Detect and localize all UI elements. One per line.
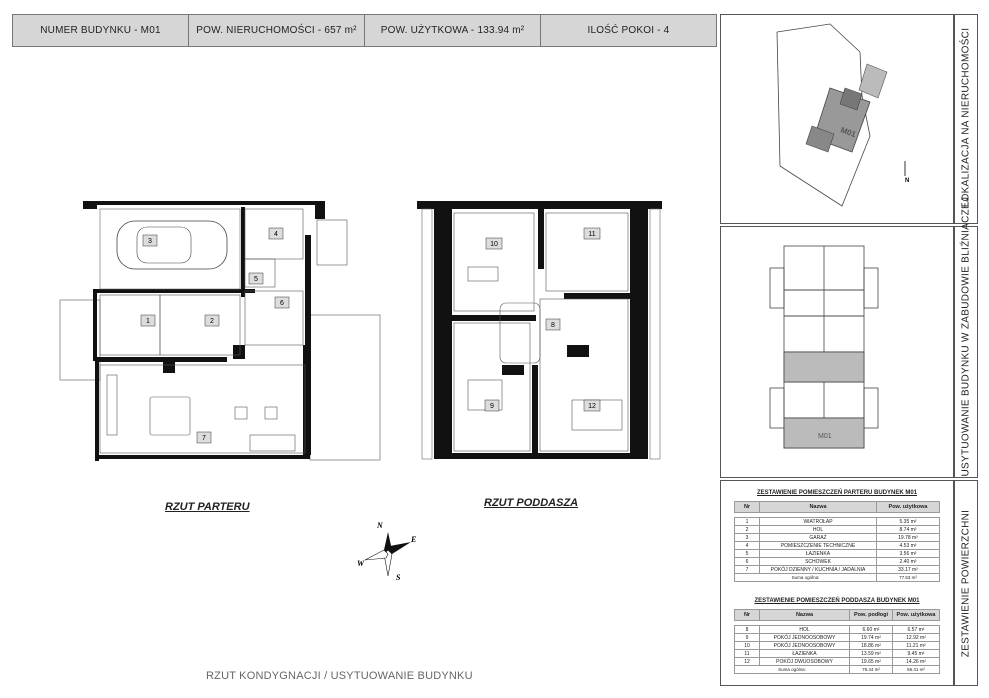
attic-room-8: 8: [551, 322, 555, 329]
ground-sum-value: 77.53 m²: [877, 574, 940, 582]
table-row: 8 HOL 6.60 m² 6.57 m²: [735, 626, 940, 634]
table-row: 4 POMIESZCZENIE TECHNICZNE 4.53 m²: [735, 542, 940, 550]
compass-s: S: [396, 573, 401, 582]
ground-room-4: 4: [274, 231, 278, 238]
placement-plan: [722, 228, 952, 476]
placement-label: USYTUOWANIE BUDYNKU W ZABUDOWIE BLIŹNIACZEJ: [960, 196, 972, 477]
attic-col-name: Nazwa: [760, 610, 850, 621]
ground-plan-title: RZUT PARTERU: [165, 501, 250, 513]
compass-w: W: [357, 559, 365, 568]
summary-label: ZESTAWIENIE POWIERZCHNI: [960, 509, 972, 658]
attic-col-nr: Nr: [735, 610, 760, 621]
header-bar: [12, 14, 717, 47]
placement-building-label: M01: [818, 433, 832, 440]
plot-area: POW. NIERUCHOMOŚCI - 657 m²: [189, 15, 365, 46]
building-number: NUMER BUDYNKU - M01: [13, 15, 189, 46]
ground-room-6: 6: [280, 300, 284, 307]
footer-caption: RZUT KONDYGNACJI / USYTUOWANIE BUDYNKU: [206, 670, 473, 682]
usable-area: POW. UŻYTKOWA - 133.94 m²: [365, 15, 541, 46]
ground-col-name: Nazwa: [760, 502, 877, 513]
ground-floor-plan: [55, 195, 385, 465]
compass-rose: [355, 520, 421, 582]
site-building-label: M01: [839, 125, 858, 140]
attic-plan-title: RZUT PODDASZA: [484, 497, 579, 509]
table-row: 6 SCHOWEK 2.40 m²: [735, 558, 940, 566]
ground-room-7: 7: [202, 435, 206, 442]
attic-room-10: 10: [490, 241, 498, 248]
attic-col-floor: Pow. podłogi: [850, 610, 893, 621]
ground-sum-label: Suma ogólna:: [735, 574, 877, 582]
table-row: 12 POKÓJ DWUOSOBOWY 19.65 m² 14.26 m²: [735, 658, 940, 666]
table-row: 5 ŁAZIENKA 3.56 m²: [735, 550, 940, 558]
attic-room-9: 9: [490, 403, 494, 410]
table-row: 1 WIATROŁAP 5.35 m²: [735, 518, 940, 526]
ground-col-nr: Nr: [735, 502, 760, 513]
attic-table-block: [734, 592, 940, 674]
ground-table-title: ZESTAWIENIE POMIESZCZEŃ PARTERU BUDYNEK M01: [756, 490, 918, 496]
attic-room-11: 11: [588, 231, 596, 238]
ground-col-area: Pow. użytkowa: [877, 502, 940, 513]
north-letter: N: [905, 178, 910, 184]
compass-n: N: [377, 521, 383, 530]
attic-table: [734, 609, 940, 674]
ground-room-1: 1: [146, 318, 150, 325]
table-row: 9 POKÓJ JEDNOOSOBOWY 19.74 m² 12.92 m²: [735, 634, 940, 642]
attic-col-usable: Pow. użytkowa: [893, 610, 940, 621]
attic-sum-value-2: 56.41 m²: [893, 666, 940, 674]
attic-plan: [412, 195, 672, 467]
table-row: 7 POKÓJ DZIENNY / KUCHNIA / JADALNIA 33.17 m²: [735, 566, 940, 574]
ground-room-3: 3: [148, 238, 152, 245]
ground-table-block: [734, 484, 940, 582]
attic-sum-label: Suma ogólna:: [735, 666, 850, 674]
room-count: ILOŚĆ POKOI - 4: [587, 25, 670, 36]
compass-e: E: [411, 535, 417, 544]
table-row: 10 POKÓJ JEDNOOSOBOWY 18.86 m² 11.21 m²: [735, 642, 940, 650]
table-row: 3 GARAŻ 19.78 m²: [735, 534, 940, 542]
table-row: 2 HOL 8.74 m²: [735, 526, 940, 534]
attic-sum-value-1: 78.44 m²: [850, 666, 893, 674]
ground-room-2: 2: [210, 318, 214, 325]
table-row: 11 ŁAZIENKA 13.59 m² 9.45 m²: [735, 650, 940, 658]
location-label: LOKALIZACJA NA NIERUCHOMOŚCI: [960, 27, 972, 208]
attic-table-title: ZESTAWIENIE POMIESZCZEŃ PODDASZA BUDYNEK M01: [754, 598, 920, 604]
site-plan: [722, 16, 952, 222]
attic-room-12: 12: [588, 403, 596, 410]
ground-table: [734, 501, 940, 582]
ground-room-5: 5: [254, 276, 258, 283]
